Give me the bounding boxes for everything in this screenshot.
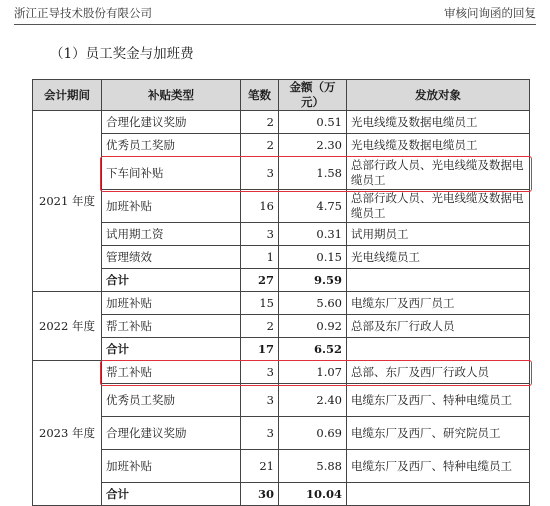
amount-cell: 5.88	[279, 450, 347, 483]
count-cell: 16	[241, 190, 279, 223]
recipients-cell: 光电线缆员工	[347, 246, 530, 269]
column-header-amount: 金额（万元）	[279, 80, 347, 111]
recipients-cell: 总部、东厂及西厂行政人员	[347, 361, 530, 384]
table-row	[33, 223, 530, 246]
table-row	[33, 450, 530, 483]
amount-cell: 0.92	[279, 315, 347, 338]
amount-cell: 1.58	[279, 157, 347, 190]
recipients-cell: 总部行政人员、光电线缆及数据电缆员工	[347, 157, 530, 190]
total-row	[33, 483, 530, 506]
period-cell-2021: 2021 年度	[33, 111, 102, 292]
column-header-count: 笔数	[241, 80, 279, 111]
total-amount: 6.52	[279, 338, 347, 361]
section-title: （1）员工奖金与加班费	[50, 46, 194, 62]
total-label: 合计	[102, 338, 241, 361]
count-cell: 21	[241, 450, 279, 483]
total-row	[33, 338, 530, 361]
type-cell: 加班补贴	[102, 190, 241, 223]
recipients-cell: 光电线缆及数据电缆员工	[347, 111, 530, 134]
type-cell: 帮工补贴	[102, 315, 241, 338]
count-cell: 3	[241, 223, 279, 246]
total-count: 17	[241, 338, 279, 361]
table-row	[33, 315, 530, 338]
recipients-cell: 光电线缆及数据电缆员工	[347, 134, 530, 157]
type-cell: 下车间补贴	[102, 157, 241, 190]
type-cell: 加班补贴	[102, 450, 241, 483]
count-cell: 2	[241, 134, 279, 157]
company-name: 浙江正导技术股份有限公司	[14, 6, 152, 20]
recipients-cell: 总部行政人员、光电线缆及数据电缆员工	[347, 190, 530, 223]
type-cell: 管理绩效	[102, 246, 241, 269]
period-cell-2022: 2022 年度	[33, 292, 102, 361]
period-cell-2023: 2023 年度	[33, 361, 102, 506]
amount-cell: 5.60	[279, 292, 347, 315]
recipients-cell	[347, 483, 530, 506]
recipients-cell	[347, 338, 530, 361]
recipients-cell: 电缆东厂及西厂、研究院员工	[347, 417, 530, 450]
type-cell: 合理化建议奖励	[102, 417, 241, 450]
type-cell: 加班补贴	[102, 292, 241, 315]
amount-cell: 0.69	[279, 417, 347, 450]
column-header-type: 补贴类型	[102, 80, 241, 111]
subsidy-table	[32, 79, 530, 506]
recipients-cell: 电缆东厂及西厂员工	[347, 292, 530, 315]
table-header-row	[33, 80, 530, 111]
recipients-cell: 电缆东厂及西厂、特种电缆员工	[347, 384, 530, 417]
count-cell: 15	[241, 292, 279, 315]
amount-cell: 0.15	[279, 246, 347, 269]
column-header-period: 会计期间	[33, 80, 102, 111]
document-title: 审核问询函的回复	[444, 6, 536, 20]
type-cell: 优秀员工奖励	[102, 134, 241, 157]
page-header	[14, 5, 536, 25]
table-row	[33, 190, 530, 223]
amount-cell: 0.51	[279, 111, 347, 134]
count-cell: 2	[241, 315, 279, 338]
count-cell: 3	[241, 361, 279, 384]
amount-cell: 1.07	[279, 361, 347, 384]
header-divider	[14, 24, 536, 25]
total-amount: 9.59	[279, 269, 347, 292]
total-count: 30	[241, 483, 279, 506]
amount-cell: 4.75	[279, 190, 347, 223]
count-cell: 3	[241, 417, 279, 450]
count-cell: 2	[241, 111, 279, 134]
table-row	[33, 134, 530, 157]
table-row	[33, 111, 530, 134]
table-row	[33, 417, 530, 450]
column-header-recipients: 发放对象	[347, 80, 530, 111]
count-cell: 1	[241, 246, 279, 269]
recipients-cell	[347, 269, 530, 292]
table-row	[33, 157, 530, 190]
table-row	[33, 246, 530, 269]
type-cell: 合理化建议奖励	[102, 111, 241, 134]
total-amount: 10.04	[279, 483, 347, 506]
table-row	[33, 361, 530, 384]
recipients-cell: 电缆东厂及西厂、特种电缆员工	[347, 450, 530, 483]
type-cell: 优秀员工奖励	[102, 384, 241, 417]
amount-cell: 0.31	[279, 223, 347, 246]
total-row	[33, 269, 530, 292]
total-label: 合计	[102, 269, 241, 292]
table-row	[33, 292, 530, 315]
amount-cell: 2.40	[279, 384, 347, 417]
total-label: 合计	[102, 483, 241, 506]
table-row	[33, 384, 530, 417]
type-cell: 帮工补贴	[102, 361, 241, 384]
recipients-cell: 总部及东厂行政人员	[347, 315, 530, 338]
count-cell: 3	[241, 157, 279, 190]
recipients-cell: 试用期员工	[347, 223, 530, 246]
type-cell: 试用期工资	[102, 223, 241, 246]
amount-cell: 2.30	[279, 134, 347, 157]
total-count: 27	[241, 269, 279, 292]
count-cell: 3	[241, 384, 279, 417]
